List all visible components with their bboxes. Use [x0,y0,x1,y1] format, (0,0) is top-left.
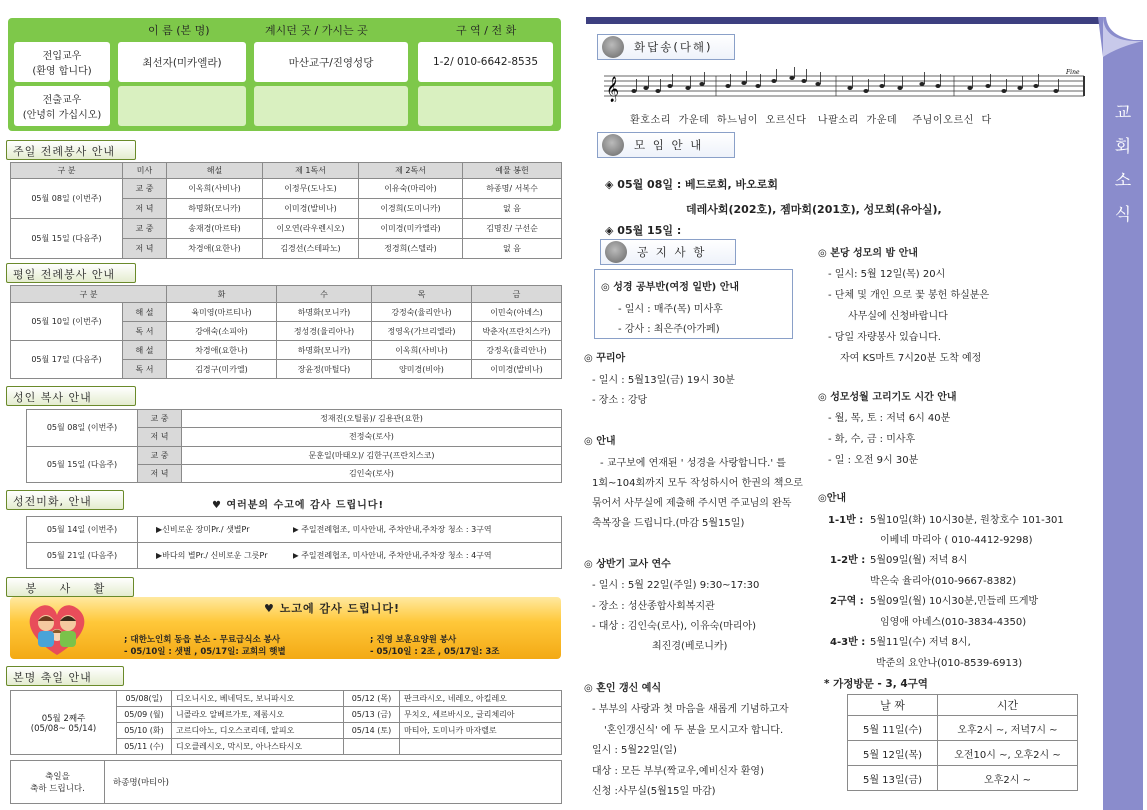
weekday-h-2: 수 [277,286,372,303]
weekday-date: 05월 10일 (이번주) [11,303,123,341]
service-right-2: - 05/10일 : 2조 , 05/17일: 3조 [370,647,500,657]
sunday-h-2: 해설 [167,163,263,179]
bible-line: - 일시 : 매주(목) 미사후 [618,304,723,315]
district-val: 5월09일(월) 10시30분,민들레 뜨게방 [870,596,1039,607]
beautify-table [26,516,562,569]
rosary-line: - 화, 수, 금 : 미사후 [828,434,916,445]
congrats-label: 축일을 축하 드립니다. [11,761,105,804]
district-key: 1-2반 : [830,555,866,566]
feast-day: 05/14 (토) [344,723,400,739]
sunday-cell: 이미경(발비나) [263,199,359,219]
feast-names [400,739,562,755]
beautify-title: 성전미화, 안내 [6,490,124,510]
sunday-date: 05월 15일 (다음주) [11,219,123,259]
adult-mass: 교 중 [138,446,182,464]
adult-mass: 저 녁 [138,464,182,482]
district-key: 2구역 : [830,596,864,607]
right-top-bar [586,17,1106,24]
sunday-cell: 이오연(라우렌시오) [263,219,359,239]
visit-table [847,694,1078,791]
weekday-role: 독 서 [123,360,167,379]
teacher-title: ◎ 상반기 교사 연수 [584,559,671,570]
sunday-cell: 없 음 [463,199,562,219]
transfer-out-name [118,86,246,126]
adult-mass: 교 중 [138,410,182,428]
side-title [1103,96,1143,232]
service-left-1: ; 대한노인회 동읍 분소 - 무료급식소 봉사 [124,635,281,645]
song-lyrics: 환호소리 가운데 하느님이 오르신다 나팔소리 가운데 주님이오르신 다 [630,115,992,126]
guide-title: ◎ 안내 [584,436,616,447]
sunday-table [10,162,562,259]
transfer-header-name: 이 름 (본 명) [148,24,210,37]
side-title-char: 회 [1114,137,1132,157]
kkuria-line: - 장소 : 강당 [592,395,648,406]
sunday-cell: 김경선(스테파노) [263,239,359,259]
district-val: 5월11일(수) 저녁 8시, [870,637,971,648]
transfer-in-label: 전입교우 (환영 합니다) [14,42,110,82]
teacher-line: - 장소 : 성산종합사회복지관 [592,601,715,612]
weekday-role: 독 서 [123,322,167,341]
beautify-thanks: ♥ 여러분의 수고에 감사 드립니다! [212,500,385,511]
beautify-duty: ▶ 주일전례협조, 미사안내, 주차안내,주차장 청소 : 3구역 [293,517,562,543]
night-line: - 당일 자량봉사 있습니다. [828,332,941,343]
adult-date: 05월 15일 (다음주) [27,446,138,483]
feast-day: 05/10 (화) [117,723,172,739]
sunday-cell: 이경희(도미니카) [359,199,463,219]
weekday-cell: 이미경(발비나) [472,360,562,379]
district-key: 1-1반 : [828,515,864,526]
sunday-cell: 이정무(도나도) [263,179,359,199]
weekday-role: 해 설 [123,341,167,360]
weekday-cell: 이민숙(아녜스) [472,303,562,322]
adult-table [26,409,562,483]
weekday-cell: 차경애(요한나) [167,341,277,360]
feast-names: 디오니시오, 베네딕도, 보니파시오 [172,691,344,707]
transfer-header-phone: 구 역 / 전 화 [456,24,517,37]
portrait-icon [605,241,627,263]
guide-line: 묶어서 사무실에 제출해 주시면 주교님의 완독 [592,498,792,509]
feast-week: 05월 2째주 (05/08~ 05/14) [11,691,117,755]
transfer-in-phone: 1-2/ 010-6642-8535 [418,42,553,82]
weekday-date: 05월 17일 (다음주) [11,341,123,379]
feast-day: 05/12 (목) [344,691,400,707]
weekday-cell: 강정숙(율리안나) [372,303,472,322]
sunday-mass: 교 중 [123,219,167,239]
family-illustration [18,597,96,659]
kkuria-line: - 일시 : 5월13일(금) 19시 30분 [592,375,735,386]
sunday-cell: 이미경(미카엘라) [359,219,463,239]
weekday-cell: 강애숙(소피아) [167,322,277,341]
beautify-pr: ▶신비로운 장미Pr./ 샛별Pr [138,517,293,543]
notice-heading [600,239,736,265]
sunday-h-3: 제 1독서 [263,163,359,179]
svg-text:𝄞: 𝄞 [606,77,620,102]
sunday-title: 주일 전례봉사 안내 [6,140,136,160]
sunday-cell: 정경희(스텔라) [359,239,463,259]
service-title: 봉 사 활 [6,577,134,597]
meeting-title: 모 임 안 내 [634,138,704,152]
sunday-cell: 김명진/ 구선순 [463,219,562,239]
adult-mass: 저 녁 [138,428,182,446]
guide-line: 1회~104회까지 모두 작성하시어 한권의 책으로 [592,478,803,489]
bible-line: - 강사 : 최은주(아가페) [618,324,720,335]
sunday-date: 05월 08일 (이번주) [11,179,123,219]
weekday-h-0: 구 분 [11,286,167,303]
district-val2: 이베네 마리아 ( 010-4412-9298) [880,535,1033,546]
feast-congrats [10,760,562,804]
sunday-cell: 이옥희(사비나) [167,179,263,199]
side-title-char: 식 [1114,205,1132,225]
feast-names: 니콜라오 알베르가토, 제롬시오 [172,707,344,723]
rosary-line: - 일 : 오전 9시 30분 [828,455,919,466]
weekday-cell: 장윤정(마틸다) [277,360,372,379]
sunday-mass: 교 중 [123,179,167,199]
rosary-title: ◎ 성모성월 고리기도 시간 안내 [818,392,957,403]
sunday-cell: 송재경(마르타) [167,219,263,239]
weekday-cell: 박춘자(프란치스카) [472,322,562,341]
district-val2: 박준의 요안나(010-8539-6913) [876,658,1023,669]
side-title-char: 소 [1114,171,1132,191]
weekday-cell: 이옥희(사비나) [372,341,472,360]
meeting-heading [597,132,735,158]
visit-date: 5월 12일(목) [848,741,938,766]
beautify-duty: ▶ 주일전례협조, 미사안내, 주차안내,주차장 청소 : 4구역 [293,543,562,569]
wedding-line: - 부부의 사랑과 첫 마음을 새롭게 기념하고자 [592,704,789,715]
transfer-in-place: 마산교구/진영성당 [254,42,408,82]
night-title: ◎ 본당 성모의 밤 안내 [818,248,918,259]
portrait-icon [602,36,624,58]
feast-names: 무치오, 세르바시오, 글리체리아 [400,707,562,723]
weekday-h-1: 화 [167,286,277,303]
district-title: ◎안내 [818,493,847,504]
portrait-icon [602,134,624,156]
feast-table [10,690,562,755]
adult-title: 성인 복사 안내 [6,386,136,406]
feast-names: 디오클레시오, 막시모, 아나스타시오 [172,739,344,755]
weekday-table [10,285,562,379]
weekday-cell: 정성경(율리아나) [277,322,372,341]
service-thanks: ♥ 노고에 감사 드립니다! [264,602,400,615]
fine-mark: Fine [1066,69,1080,76]
adult-cell: 문훈일(마태오)/ 김한구(프란치스코) [182,446,562,464]
feast-names: 고르디아노, 디오스코리데, 알피오 [172,723,344,739]
weekday-h-4: 금 [472,286,562,303]
beautify-pr: ▶바다의 별Pr./ 신비로운 그릇Pr [138,543,293,569]
adult-cell: 김인숙(로사) [182,464,562,482]
teacher-line: - 일시 : 5월 22일(주일) 9:30~17:30 [592,580,760,591]
transfer-header-place: 계시던 곳 / 가시는 곳 [265,24,368,37]
night-line: 사무실에 신청바랍니다 [848,311,948,322]
meeting-line-1: ◈ 05월 08일 : 베드로회, 바오로회 [605,178,779,191]
kkuria-title: ◎ 꾸리아 [584,353,626,364]
weekday-title: 평일 전례봉사 안내 [6,263,136,283]
night-line: - 단체 및 개인 으로 꽃 봉헌 하실분은 [828,290,990,301]
notice-title: 공 지 사 항 [637,245,707,259]
weekday-cell: 육미영(마르티나) [167,303,277,322]
transfer-out-label: 전출교우 (안녕히 가십시오) [14,86,110,126]
weekday-cell: 강정옥(율리안나) [472,341,562,360]
transfer-out-phone [418,86,553,126]
feast-day: 05/09 (월) [117,707,172,723]
visit-date: 5월 13일(금) [848,766,938,791]
district-val: 5월10일(화) 10시30분, 원창호수 101-301 [870,515,1064,526]
wedding-line: 일시 : 5월22일(일) [592,745,677,756]
adult-cell: 전정숙(로사) [182,428,562,446]
teacher-line: 최진경(베로니카) [652,641,728,652]
guide-line: - 교구보에 연재된 ' 성경을 사랑합니다.' 를 [600,458,786,469]
wedding-line: 대상 : 모든 부부(짝교우,예비신자 환영) [592,766,764,777]
wedding-title: ◎ 혼인 갱신 예식 [584,683,662,694]
sunday-h-1: 미사 [123,163,167,179]
side-title-char: 교 [1114,103,1132,123]
meeting-line-2: 데레사회(202호), 젬마회(201호), 성모회(유아실), [686,203,942,216]
beautify-date: 05월 21일 (다음주) [27,543,138,569]
weekday-cell: 하명화(모니카) [277,341,372,360]
song-heading [597,34,735,60]
wedding-line: '혼인갱신식' 에 두 분을 모시고자 합니다. [604,725,784,736]
feast-names: 판크라시오, 네레오, 아킬레오 [400,691,562,707]
service-right-1: ; 진영 보훈요양원 봉사 [370,635,457,645]
night-line: - 일시: 5월 12일(목) 20시 [828,269,946,280]
sunday-cell: 차경애(요한나) [167,239,263,259]
district-val2: 임영애 아녜스(010-3834-4350) [880,617,1027,628]
adult-cell: 정재진(오틸롬)/ 김용관(요한) [182,410,562,428]
sunday-cell: 하명화(모니카) [167,199,263,219]
feast-title: 본명 축일 안내 [6,666,124,686]
wedding-line: 신청 :사무실(5월15일 마감) [592,786,716,797]
rosary-line: - 월, 목, 토 : 저녁 6시 40분 [828,413,951,424]
visit-time: 오후2시 ~, 저녁7시 ~ [938,716,1078,741]
district-val2: 박은숙 율리아(010-9667-8382) [870,576,1017,587]
sunday-cell: 없 음 [463,239,562,259]
page-curl [1098,17,1143,57]
teacher-line: - 대상 : 김인숙(로사), 이유숙(마리아) [592,621,757,632]
weekday-role: 해 설 [123,303,167,322]
weekday-h-3: 목 [372,286,472,303]
district-key: 4-3반 : [830,637,866,648]
weekday-cell: 정영옥(가브리엘라) [372,322,472,341]
visit-time: 오전10시 ~, 오후2시 ~ [938,741,1078,766]
congrats-names: 하종명(마티아) [105,761,562,804]
district-val: 5월09일(월) 저녁 8시 [870,555,968,566]
song-title: 화답송(다해) [634,40,713,54]
sunday-cell: 하종명/ 서복수 [463,179,562,199]
visit-title: * 가정방문 - 3, 4구역 [824,678,928,690]
sunday-h-5: 예물 봉헌 [463,163,562,179]
beautify-date: 05월 14일 (이번주) [27,517,138,543]
sunday-mass: 저 녁 [123,239,167,259]
service-left-2: - 05/10일 : 샛별 , 05/17일: 교회의 햇볕 [124,647,286,657]
transfer-in-name: 최선자(미카엘라) [118,42,246,82]
sunday-mass: 저 녁 [123,199,167,219]
visit-h-date: 날 짜 [848,695,938,716]
adult-date: 05월 08일 (이번주) [27,410,138,447]
feast-day [344,739,400,755]
guide-line: 축복장을 드립니다.(마감 5월15일) [592,518,745,529]
feast-day: 05/11 (수) [117,739,172,755]
feast-day: 05/08(일) [117,691,172,707]
weekday-cell: 하명화(모니카) [277,303,372,322]
bible-title: ◎ 성경 공부반(여정 일반) 안내 [601,282,740,293]
transfer-out-place [254,86,408,126]
visit-time: 오후2시 ~ [938,766,1078,791]
weekday-cell: 양미경(비아) [372,360,472,379]
music-staff [604,66,1086,102]
weekday-cell: 김경구(미카엘) [167,360,277,379]
feast-day: 05/13 (금) [344,707,400,723]
visit-date: 5월 11일(수) [848,716,938,741]
sunday-h-0: 구 분 [11,163,123,179]
sunday-cell: 이유숙(마리아) [359,179,463,199]
visit-h-time: 시간 [938,695,1078,716]
meeting-line-3: ◈ 05월 15일 : [605,224,682,237]
sunday-h-4: 제 2독서 [359,163,463,179]
night-line: 자여 KS마트 7시20분 도착 예정 [840,353,982,364]
feast-names: 마티아, 도미니카 마자렐로 [400,723,562,739]
